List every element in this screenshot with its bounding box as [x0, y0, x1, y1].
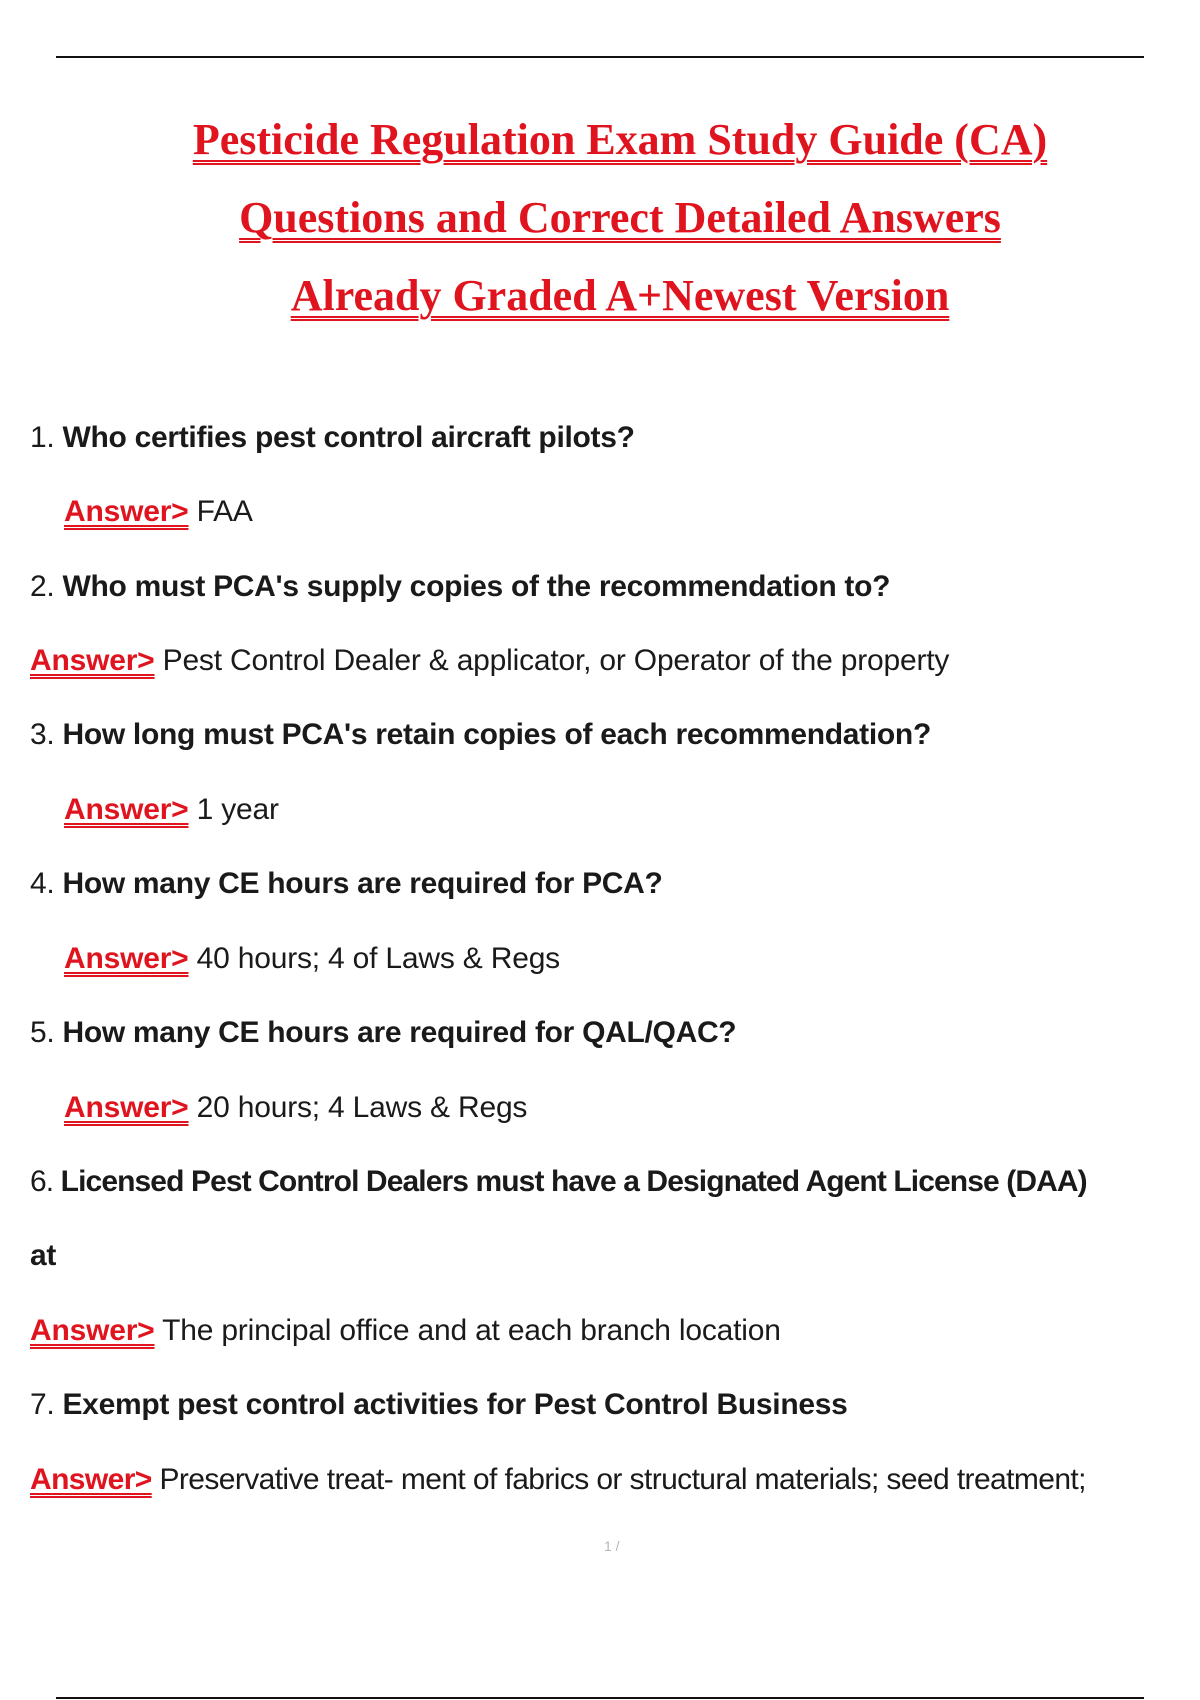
answer-label: Answer> [64, 495, 189, 528]
question-6: 6. Licensed Pest Control Dealers must have a Designated Agent License (DAA) [30, 1165, 1087, 1198]
answer-label: Answer> [64, 942, 189, 975]
question-7: 7. Exempt pest control activities for Pest Control Business [30, 1388, 848, 1421]
question-5: 5. How many CE hours are required for QAL/QAC? [30, 1016, 737, 1049]
question-3: 3. How long must PCA's retain copies of each recommendation? [30, 718, 931, 751]
question-6-continued: at [30, 1239, 57, 1272]
answer-label: Answer> [64, 793, 189, 826]
answer-label: Answer> [30, 1314, 155, 1347]
page-number: 1 / [604, 1538, 620, 1554]
title-line-1: Pesticide Regulation Exam Study Guide (CA) [192, 115, 1048, 164]
answer-4: Answer> 40 hours; 4 of Laws & Regs [64, 942, 560, 975]
answer-label: Answer> [30, 1463, 152, 1496]
question-2: 2. Who must PCA's supply copies of the recommendation to? [30, 570, 891, 603]
answer-2: Answer> Pest Control Dealer & applicator, or Operator of the property [30, 644, 950, 677]
answer-5: Answer> 20 hours; 4 Laws & Regs [64, 1091, 528, 1124]
title-line-2: Questions and Correct Detailed Answers [239, 193, 1001, 242]
answer-3: Answer> 1 year [64, 793, 279, 826]
title-line-3: Already Graded A+Newest Version [290, 271, 950, 320]
answer-6: Answer> The principal office and at each branch location [30, 1314, 781, 1347]
answer-label: Answer> [30, 644, 155, 677]
answer-label: Answer> [64, 1091, 189, 1124]
question-4: 4. How many CE hours are required for PCA? [30, 867, 663, 900]
answer-7: Answer> Preservative treat- ment of fabrics or structural materials; seed treatment; [30, 1463, 1086, 1496]
question-1: 1. Who certifies pest control aircraft pilots? [30, 421, 635, 454]
bottom-rule [56, 1697, 1144, 1699]
answer-1: Answer> FAA [64, 495, 253, 528]
top-rule [56, 56, 1144, 58]
